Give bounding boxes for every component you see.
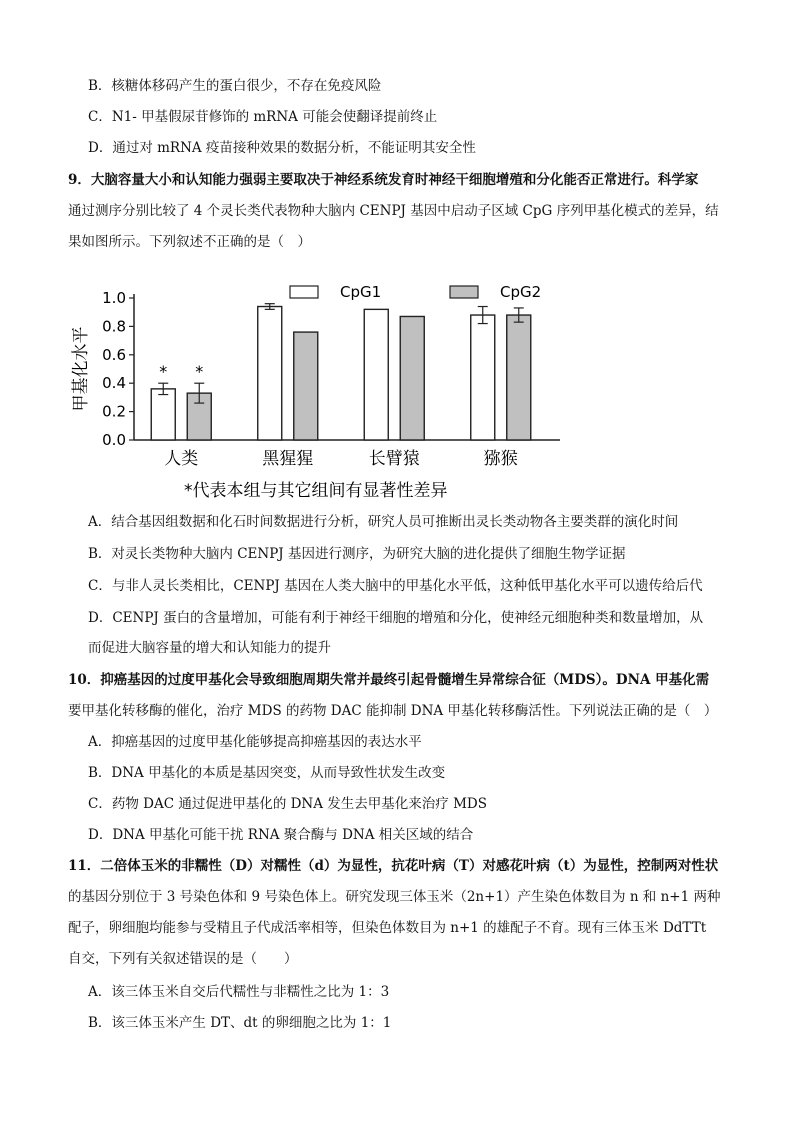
q9-option-d-line-2: 而促进大脑容量的增大和认知能力的提升: [88, 640, 331, 656]
y-tick-label: 0.4: [102, 374, 126, 393]
q9-stem-line-3: 果如图所示。下列叙述不正确的是（ ）: [68, 234, 311, 250]
chart-note: *代表本组与其它组间有显著性差异: [184, 481, 448, 501]
bar-cpg1-2: [364, 309, 388, 440]
q8-option-d: D．通过对 mRNA 疫苗接种效果的数据分析，不能证明其安全性: [88, 140, 476, 156]
y-tick-label: 0.2: [102, 402, 126, 421]
q10-option-c: C．药物 DAC 通过促进甲基化的 DNA 发生去甲基化来治疗 MDS: [88, 796, 487, 812]
bar-cpg2-1: [294, 332, 318, 440]
q10-option-d: D．DNA 甲基化可能干扰 RNA 聚合酶与 DNA 相关区域的结合: [88, 827, 474, 843]
q9-stem-line-1: 9．大脑容量大小和认知能力强弱主要取决于神经系统发育时神经干细胞增殖和分化能否正常进行。科学家: [68, 172, 699, 188]
legend-swatch-cpg1: [290, 286, 318, 298]
q9-stem-line-2: 通过测序分别比较了 4 个灵长类代表物种大脑内 CENPJ 基因中启动子区域 CpG 序列甲基化模式的差异，结: [68, 203, 719, 219]
chart-legend: [290, 283, 541, 301]
x-category-label: 黑猩猩: [262, 449, 314, 469]
significance-asterisk: *: [195, 362, 204, 382]
x-category-label: 人类: [164, 449, 199, 469]
q11-stem-line-4: 自交，下列有关叙述错误的是（ ）: [68, 951, 298, 967]
q11-stem-line-1: 11．二倍体玉米的非糯性（D）对糯性（d）为显性，抗花叶病（T）对感花叶病（t）为显性，控制两对性状: [68, 858, 719, 874]
q10-stem-line-1: 10．抑癌基因的过度甲基化会导致细胞周期失常并最终引起骨髓增生异常综合征（MDS）。DNA 甲基化需: [68, 672, 710, 688]
methylation-bar-chart: [60, 272, 580, 504]
y-tick-label: 0.6: [102, 345, 126, 364]
bar-cpg2-2: [400, 316, 424, 440]
q11-stem-line-2: 的基因分别位于 3 号染色体和 9 号染色体上。研究发现三体玉米（2n+1）产生染色体数目为 n 和 n+1 两种: [68, 889, 721, 905]
q11-option-b: B．该三体玉米产生 DT、dt 的卵细胞之比为 1：1: [88, 1015, 392, 1031]
bar-cpg1-0: [151, 389, 175, 440]
y-tick-label: 0.8: [102, 317, 126, 336]
q9-option-b: B．对灵长类物种大脑内 CENPJ 基因进行测序，为研究大脑的进化提供了细胞生物学证据: [88, 546, 626, 562]
significance-asterisk: *: [159, 362, 168, 382]
x-category-label: 长臂猿: [368, 449, 420, 469]
bar-cpg2-3: [507, 315, 531, 440]
q9-option-d-line-1: D．CENPJ 蛋白的含量增加，可能有利于神经干细胞的增殖和分化，使神经元细胞种类和数量增加，从: [88, 610, 704, 626]
q10-option-a: A．抑癌基因的过度甲基化能够提高抑癌基因的表达水平: [88, 734, 422, 750]
bar-cpg1-3: [471, 315, 495, 440]
legend-swatch-cpg2: [450, 286, 478, 298]
q11-stem-line-3: 配子，卵细胞均能参与受精且子代成活率相等，但染色体数目为 n+1 的雄配子不育。现有三体玉米 DdTTt: [68, 920, 707, 936]
x-category-label: 猕猴: [483, 449, 518, 469]
legend-label-cpg1: CpG1: [340, 283, 382, 301]
q11-option-a: A．该三体玉米自交后代糯性与非糯性之比为 1：3: [88, 984, 390, 1000]
y-tick-label: 1.0: [102, 289, 126, 307]
q9-option-c: C．与非人灵长类相比，CENPJ 基因在人类大脑中的甲基化水平低，这种低甲基化水平可以遗传给后代: [88, 578, 703, 594]
q8-option-b: B．核糖体移码产生的蛋白很少，不存在免疫风险: [88, 78, 382, 94]
q10-stem-line-2: 要甲基化转移酶的催化，治疗 MDS 的药物 DAC 能抑制 DNA 甲基化转移酶活性。下列说法正确的是（ ）: [68, 703, 718, 719]
y-axis-label: 甲基化水平: [71, 326, 91, 412]
q8-option-c: C．N1- 甲基假尿苷修饰的 mRNA 可能会使翻译提前终止: [88, 109, 438, 125]
chart-bars: [151, 304, 531, 440]
bar-cpg1-1: [258, 307, 282, 440]
q9-option-a: A．结合基因组数据和化石时间数据进行分析，研究人员可推断出灵长类动物各主要类群的演化时间: [88, 514, 679, 530]
legend-label-cpg2: CpG2: [500, 283, 542, 301]
q10-option-b: B．DNA 甲基化的本质是基因突变，从而导致性状发生改变: [88, 765, 446, 781]
y-tick-label: 0.0: [102, 431, 126, 449]
